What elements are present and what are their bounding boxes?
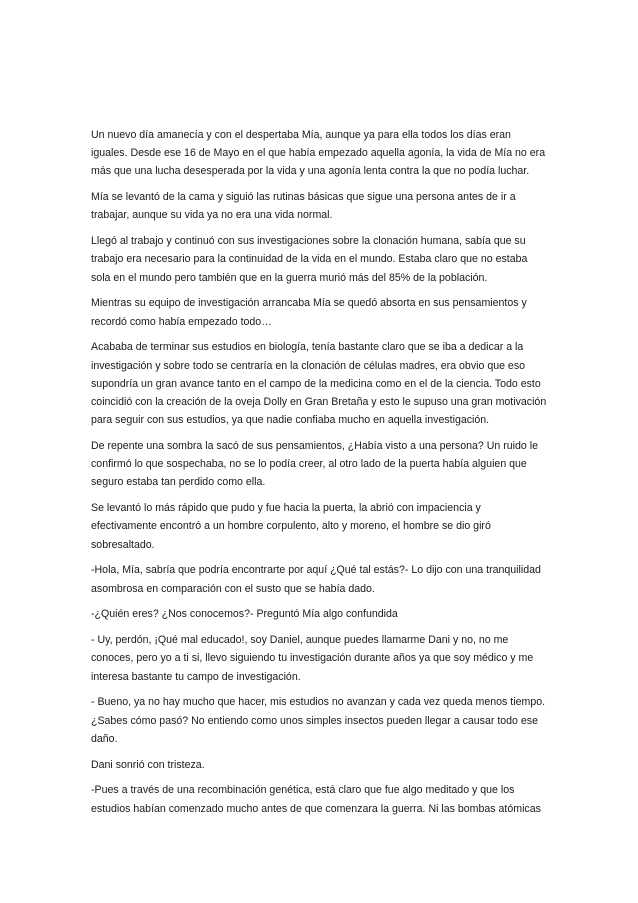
paragraph: -Hola, Mía, sabría que podría encontrarte por aquí ¿Qué tal estás?- Lo dijo con una tranquilidad asombrosa en comparación con el susto que se había dado. <box>91 564 541 595</box>
paragraph: Mientras su equipo de investigación arrancaba Mía se quedó absorta en sus pensamientos y recordó como había empezado todo… <box>91 297 527 328</box>
paragraph: - Bueno, ya no hay mucho que hacer, mis estudios no avanzan y cada vez queda menos tiempo. ¿Sabes cómo pasó? No entiendo como unos simples insectos pueden llegar a causar todo ese daño. <box>91 696 546 745</box>
paragraph: Dani sonrió con tristeza. <box>91 758 205 771</box>
document-body <box>91 126 549 825</box>
paragraph: Un nuevo día amanecía y con el despertaba Mía, aunque ya para ella todos los días eran iguales. Desde ese 16 de Mayo en el que había empezado aquella agonía, la vida de Mía no era más que una lucha desesperada por la vida y una agonía lenta contra la que no podía luchar. <box>91 129 546 178</box>
paragraph: Mía se levantó de la cama y siguió las rutinas básicas que sigue una persona antes de ir a trabajar, aunque su vida ya no era una vida normal. <box>91 191 516 222</box>
paragraph: - Uy, perdón, ¡Qué mal educado!, soy Daniel, aunque puedes llamarme Dani y no, no me conoces, pero yo a ti si, llevo siguiendo tu investigación durante años ya que soy médico y me interesa bastante tu campo de investigación. <box>91 634 534 683</box>
paragraph: -Pues a través de una recombinación genética, está claro que fue algo meditado y que los estudios habían comenzado mucho antes de que comenzara la guerra. Ni las bombas atómicas <box>91 784 541 815</box>
paragraph: De repente una sombra la sacó de sus pensamientos, ¿Había visto a una persona? Un ruido le confirmó lo que sospechaba, no se lo podía creer, al otro lado de la puerta había alguien que seguro estaba tan perdido como ella. <box>91 440 538 489</box>
paragraph: Acababa de terminar sus estudios en biología, tenía bastante claro que se iba a dedicar a la investigación y sobre todo se centraría en la clonación de células madres, era obvio que eso supondría un gran avance tanto en el campo de la medicina como en el de la ciencia. Todo esto coincidió con la creación de la oveja Dolly en Gran Bretaña y esto le supuso una gran motivación para seguir con sus estudios, ya que nadie confiaba mucho en aquella investigación. <box>91 341 547 427</box>
paragraph: Se levantó lo más rápido que pudo y fue hacia la puerta, la abrió con impaciencia y efectivamente encontró a un hombre corpulento, alto y moreno, el hombre se dio giró sobresaltado. <box>91 502 491 551</box>
paragraph: -¿Quién eres? ¿Nos conocemos?- Preguntó Mía algo confundida <box>91 608 398 621</box>
paragraph: Llegó al trabajo y continuó con sus investigaciones sobre la clonación humana, sabía que su trabajo era necesario para la continuidad de la vida en el mundo. Estaba claro que no estaba sola en el mundo pero también que en la guerra murió más del 85% de la población. <box>91 235 528 284</box>
